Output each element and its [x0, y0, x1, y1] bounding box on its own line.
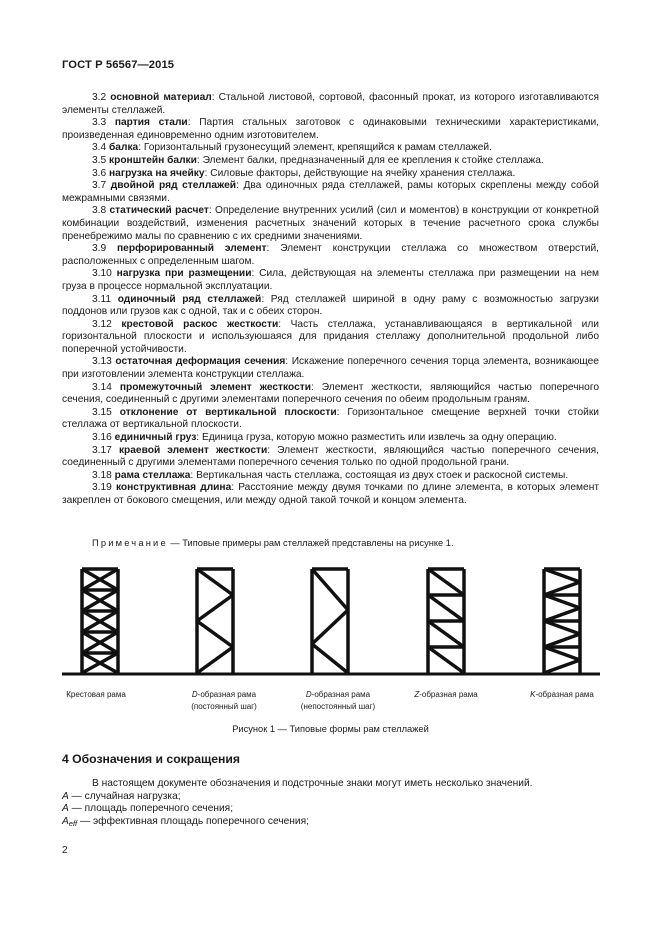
figure-caption: Рисунок 1 — Типовые формы рам стеллажей	[232, 724, 429, 734]
z-frame	[428, 569, 464, 673]
definition-item: 3.7 двойной ряд стеллажей: Два одиночных ряда стеллажей, рамы которых скреплены между собой межрамными связями.	[62, 180, 599, 204]
section-title: 4 Обозначения и сокращения	[62, 752, 241, 766]
label-k-frame: K-образная рама	[530, 690, 594, 699]
d-frame-constant-pitch	[197, 569, 233, 673]
definition-item: 3.11 одиночный ряд стеллажей: Ряд стеллажей шириной в одну раму с возможностью загрузки поддонов или грузов как с одной, так и с обеих сторон.	[62, 293, 599, 318]
definition-item: 3.8 статический расчет: Определение внутренних усилий (сил и моментов) в конструкции от конкретной комбинации воздействий, изменения расчетных значений которых в течение расчетного срока службы пренебрежимо малы по сравнению с их средними значениями.	[62, 205, 599, 242]
figure-note	[92, 538, 454, 548]
document-header: ГОСТ Р 56567—2015	[62, 59, 175, 71]
cross-frame	[82, 569, 118, 673]
label-d-frame-constant: D-образная рама (постоянный шаг)	[191, 690, 257, 711]
definitions-list	[62, 92, 599, 508]
definition-item: 3.5 кронштейн балки: Элемент балки, предназначенный для ее крепления к стойке стеллажа.	[92, 154, 544, 166]
label-cross-frame: Крестовая рама	[66, 690, 126, 699]
section-body	[62, 778, 599, 830]
definition-item: 3.15 отклонение от вертикальной плоскости: Горизонтальное смещение верхней точки стойки стеллажа от вертикальной плоскости.	[62, 406, 599, 431]
symbol-item: $A_{eff}$ — эффективная площадь поперечного сечения;	[62, 815, 309, 828]
symbol-item: A — площадь поперечного сечения;	[62, 803, 234, 815]
definition-item: 3.19 конструктивная длина: Расстояние между двумя точками по длине элемента, в которых элемент закреплен от бокового смещения, или между одной такой точкой и концом элемента.	[62, 482, 600, 506]
definition-item: 3.14 промежуточный элемент жесткости: Элемент жесткости, являющийся частью поперечного сечения, соединенный с другими элементами поперечного сечения по обеим продольным граням.	[62, 381, 599, 406]
note-text: — Типовые примеры рам стеллажей представлены на рисунке 1.	[167, 538, 454, 548]
definition-item: 3.12 крестовой раскос жесткости: Часть стеллажа, устанавливающаяся в вертикальной или горизонтальной плоскости и используюшаяся для придания стеллажу дополнительной продольной либо поперечной устойчивости.	[62, 318, 599, 355]
definition-item: 3.13 остаточная деформация сечения: Искажение поперечного сечения торца элемента, возникающее при изготовлении элемента конструкции стеллажа.	[62, 356, 599, 381]
section-intro: В настоящем документе обозначения и подстрочные знаки могут иметь несколько значений.	[92, 778, 533, 789]
page-number: 2	[62, 845, 68, 856]
definition-item: 3.17 краевой элемент жесткости: Элемент жесткости, являющийся частью поперечного сечения, соединенный с другими элементами поперечного сечения только по одной продольной грани.	[62, 444, 599, 469]
definition-item: 3.18 рама стеллажа: Вертикальная часть стеллажа, состоящая из двух стоек и раскосной системы.	[92, 469, 569, 481]
rack-frames-figure	[62, 556, 600, 680]
definition-item: 3.2 основной материал: Стальной листовой, сортовой, фасонный прокат, из которого изготавливаются элементы стеллажей.	[62, 92, 599, 116]
label-d-frame-variable: D-образная рама (непостоянный шаг)	[300, 690, 376, 711]
label-z-frame: Z-образная рама	[414, 690, 478, 699]
definition-item: 3.3 партия стали: Партия стальных заготовок с одинаковыми техническими характеристиками, произведенная единовременно одним изготовителем.	[62, 117, 599, 141]
k-frame	[544, 569, 580, 673]
definition-item: 3.6 нагрузка на ячейку: Силовые факторы, действующие на ячейку хранения стеллажа.	[92, 167, 516, 179]
symbol-item: A — случайная нагрузка;	[62, 790, 181, 802]
d-frame-variable-pitch	[312, 569, 348, 673]
definition-item: 3.16 единичный груз: Единица груза, которую можно разместить или извлечь за одну операцию.	[92, 432, 557, 444]
note-label: Примечание	[92, 538, 168, 548]
definition-item: 3.4 балка: Горизонтальный грузонесущий элемент, крепящийся к рамам стеллажей.	[92, 142, 492, 154]
definition-item: 3.10 нагрузка при размещении: Сила, действующая на элементы стеллажа при размещении на нем груза в процессе нормальной эксплуатации.	[62, 268, 599, 292]
definition-item: 3.9 перфорированный элемент: Элемент конструкции стеллажа со множеством отверстий, расположенных с определенным шагом.	[62, 243, 599, 267]
